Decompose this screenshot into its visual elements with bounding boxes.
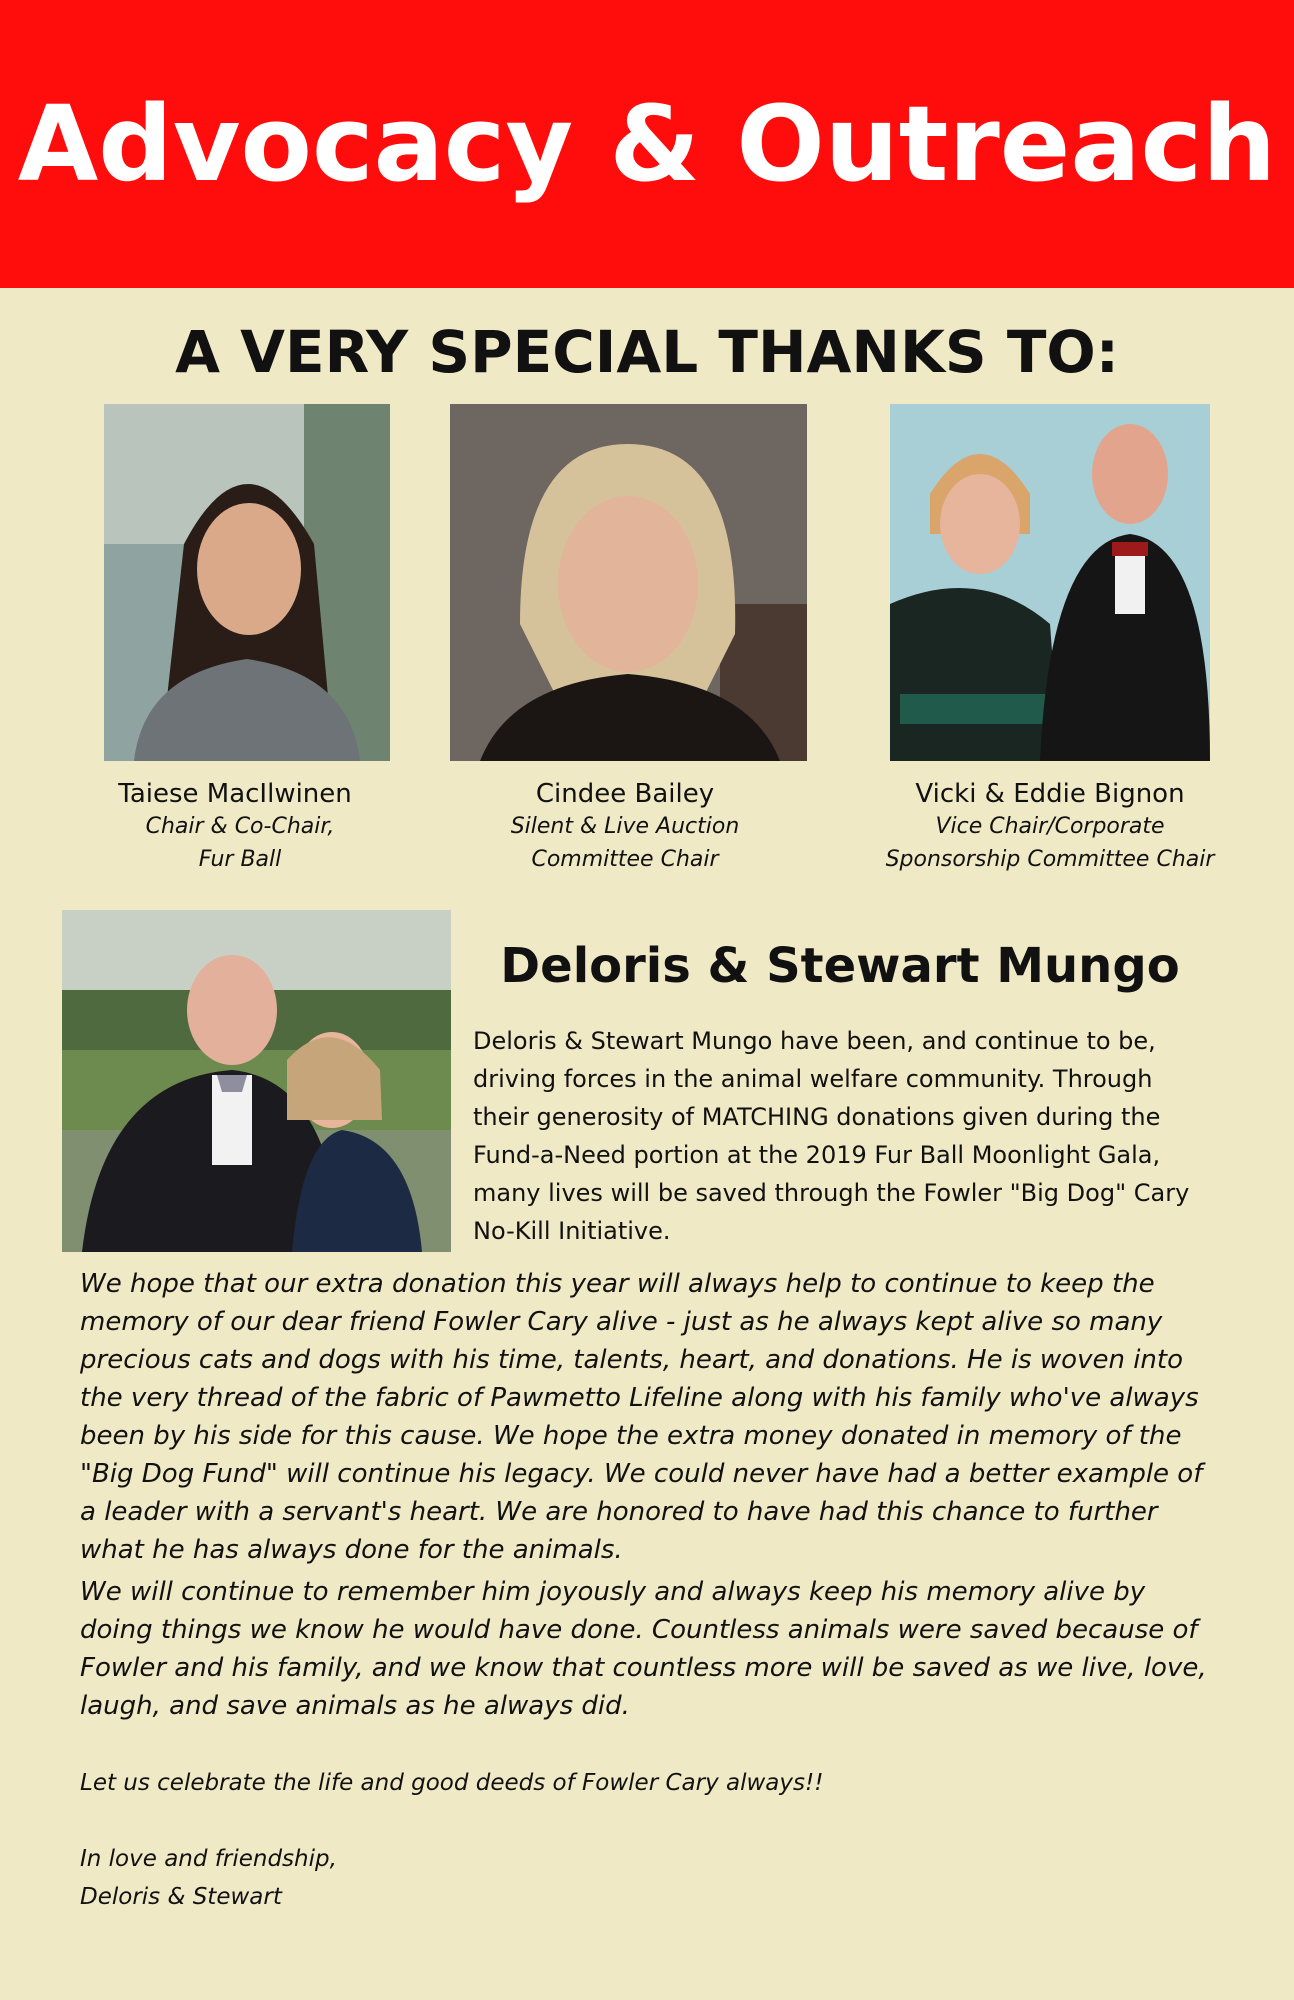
honoree-role-line1: Vice Chair/Corporate: [935, 814, 1165, 839]
letter-closing: In love and friendship,: [80, 1846, 337, 1872]
mungo-description: Deloris & Stewart Mungo have been, and continue to be, driving forces in the animal welfare community. Through their generosity of MATCHING donations given during the Fund-a-Need portion at the 2019 Fur Ball Moonlight Gala, many lives will be saved through the Fowler "Big Dog" Cary No-Kill Initiative.: [473, 1027, 1190, 1245]
honoree-role-line1: Silent & Live Auction: [510, 814, 740, 839]
header-banner: [0, 0, 1294, 288]
honoree-role-line2: Fur Ball: [198, 847, 282, 872]
mungo-photo: [62, 910, 451, 1252]
honoree-name: Cindee Bailey: [535, 779, 715, 809]
letter-paragraph-2: We will continue to remember him joyously and always keep his memory alive by doing things we know he would have done. Countless animals were saved because of Fowler and his family, and we know that countless more will be saved as we live, love, laugh, and save animals as he always did.: [80, 1577, 1207, 1721]
honoree-name: Vicki & Eddie Bignon: [915, 779, 1185, 809]
honoree-caption-cindee: [470, 778, 780, 876]
letter-paragraph-3: Let us celebrate the life and good deeds of Fowler Cary always!!: [80, 1770, 824, 1796]
thanks-heading: A VERY SPECIAL THANKS TO:: [175, 318, 1119, 386]
honoree-role-line2: Sponsorship Committee Chair: [885, 847, 1215, 872]
honoree-caption-taiese: [80, 778, 390, 876]
honoree-caption-bignon: [880, 778, 1220, 876]
page-title: Advocacy & Outreach: [17, 83, 1277, 205]
honoree-role-line1: Chair & Co-Chair,: [145, 814, 335, 839]
mungo-heading: Deloris & Stewart Mungo: [500, 938, 1180, 994]
honoree-photo-cindee: [450, 404, 807, 761]
letter-signature: Deloris & Stewart: [80, 1884, 282, 1910]
honoree-role-line2: Committee Chair: [531, 847, 719, 872]
letter-paragraph-1: We hope that our extra donation this year will always help to continue to keep the memory of our dear friend Fowler Cary alive - just as he always kept alive so many precious cats and dogs with his time, talents, heart, and donations. He is woven into the very thread of the fabric of Pawmetto Lifeline along with his family who've always been by his side for this cause. We hope the extra money donated in memory of the "Big Dog Fund" will continue his legacy. We could never have had a better example of a leader with a servant's heart. We are honored to have had this chance to further what he has always done for the animals.: [80, 1269, 1203, 1565]
honoree-photo-bignon: [890, 404, 1210, 761]
honoree-photo-taiese: [104, 404, 390, 761]
honoree-name: Taiese MacIlwinen: [118, 779, 352, 809]
